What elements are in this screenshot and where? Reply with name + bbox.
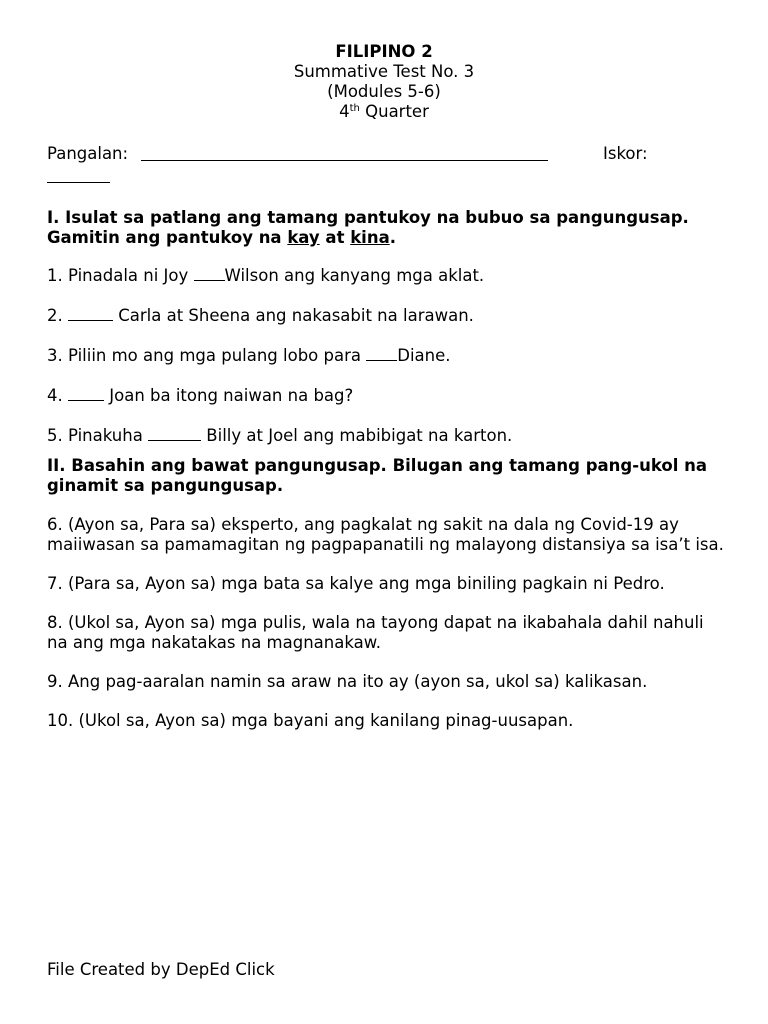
test-name: Summative Test No. 3 — [293, 62, 475, 81]
question-8: 8. (Ukol sa, Ayon sa) mga pulis, wala na tayong dapat na ikabahala dahil nahuli na ang mga nakatakas na magnanakaw. — [47, 613, 704, 652]
question-3: 3. Piliin mo ang mga pulang lobo para Diane. — [47, 346, 451, 365]
test-page — [47, 42, 727, 731]
quarter-suffix: th — [349, 103, 360, 114]
quarter-number: 4 — [339, 102, 350, 121]
question-1: 1. Pinadala ni Joy Wilson ang kanyang mga aklat. — [47, 266, 485, 285]
document-header — [47, 42, 721, 122]
answer-blank-2 — [68, 306, 113, 321]
answer-blank-4 — [68, 386, 104, 401]
subject-title: FILIPINO 2 — [335, 42, 433, 61]
score-blank-line — [47, 182, 110, 183]
score-label: Iskor: — [603, 144, 648, 163]
name-score-row — [47, 144, 727, 186]
section-1-heading: I. Isulat sa patlang ang tamang pantukoy na bubuo sa pangungusap. Gamitin ang pantukoy na kay at kina. — [47, 208, 689, 247]
question-10: 10. (Ukol sa, Ayon sa) mga bayani ang kanilang pinag-uusapan. — [47, 711, 574, 730]
answer-blank-1 — [194, 266, 225, 281]
answer-blank-5 — [148, 426, 201, 441]
section-2-heading: II. Basahin ang bawat pangungusap. Bilugan ang tamang pang-ukol na ginamit sa pangungusap. — [47, 456, 707, 495]
answer-blank-3 — [366, 346, 397, 361]
name-label: Pangalan: — [47, 144, 129, 163]
modules-label: (Modules 5-6) — [327, 82, 441, 101]
question-6: 6. (Ayon sa, Para sa) eksperto, ang pagkalat ng sakit na dala ng Covid-19 ay maiiwasan sa pamamagitan ng pagpapanatili ng malayong distansiya sa isa’t isa. — [47, 515, 724, 554]
question-5: 5. Pinakuha Billy at Joel ang mabibigat na karton. — [47, 426, 513, 445]
question-9: 9. Ang pag-aaralan namin sa araw na ito ay (ayon sa, ukol sa) kalikasan. — [47, 672, 648, 691]
name-blank-line — [141, 160, 548, 161]
question-2: 2. Carla at Sheena ang nakasabit na larawan. — [47, 306, 474, 325]
question-4: 4. Joan ba itong naiwan na bag? — [47, 386, 354, 405]
underlined-kina: kina — [350, 228, 390, 247]
footer-credit: File Created by DepEd Click — [47, 960, 275, 979]
quarter-word: Quarter — [365, 102, 429, 121]
quarter-label — [47, 102, 721, 122]
underlined-kay: kay — [287, 228, 320, 247]
question-7: 7. (Para sa, Ayon sa) mga bata sa kalye ang mga biniling pagkain ni Pedro. — [47, 574, 665, 593]
